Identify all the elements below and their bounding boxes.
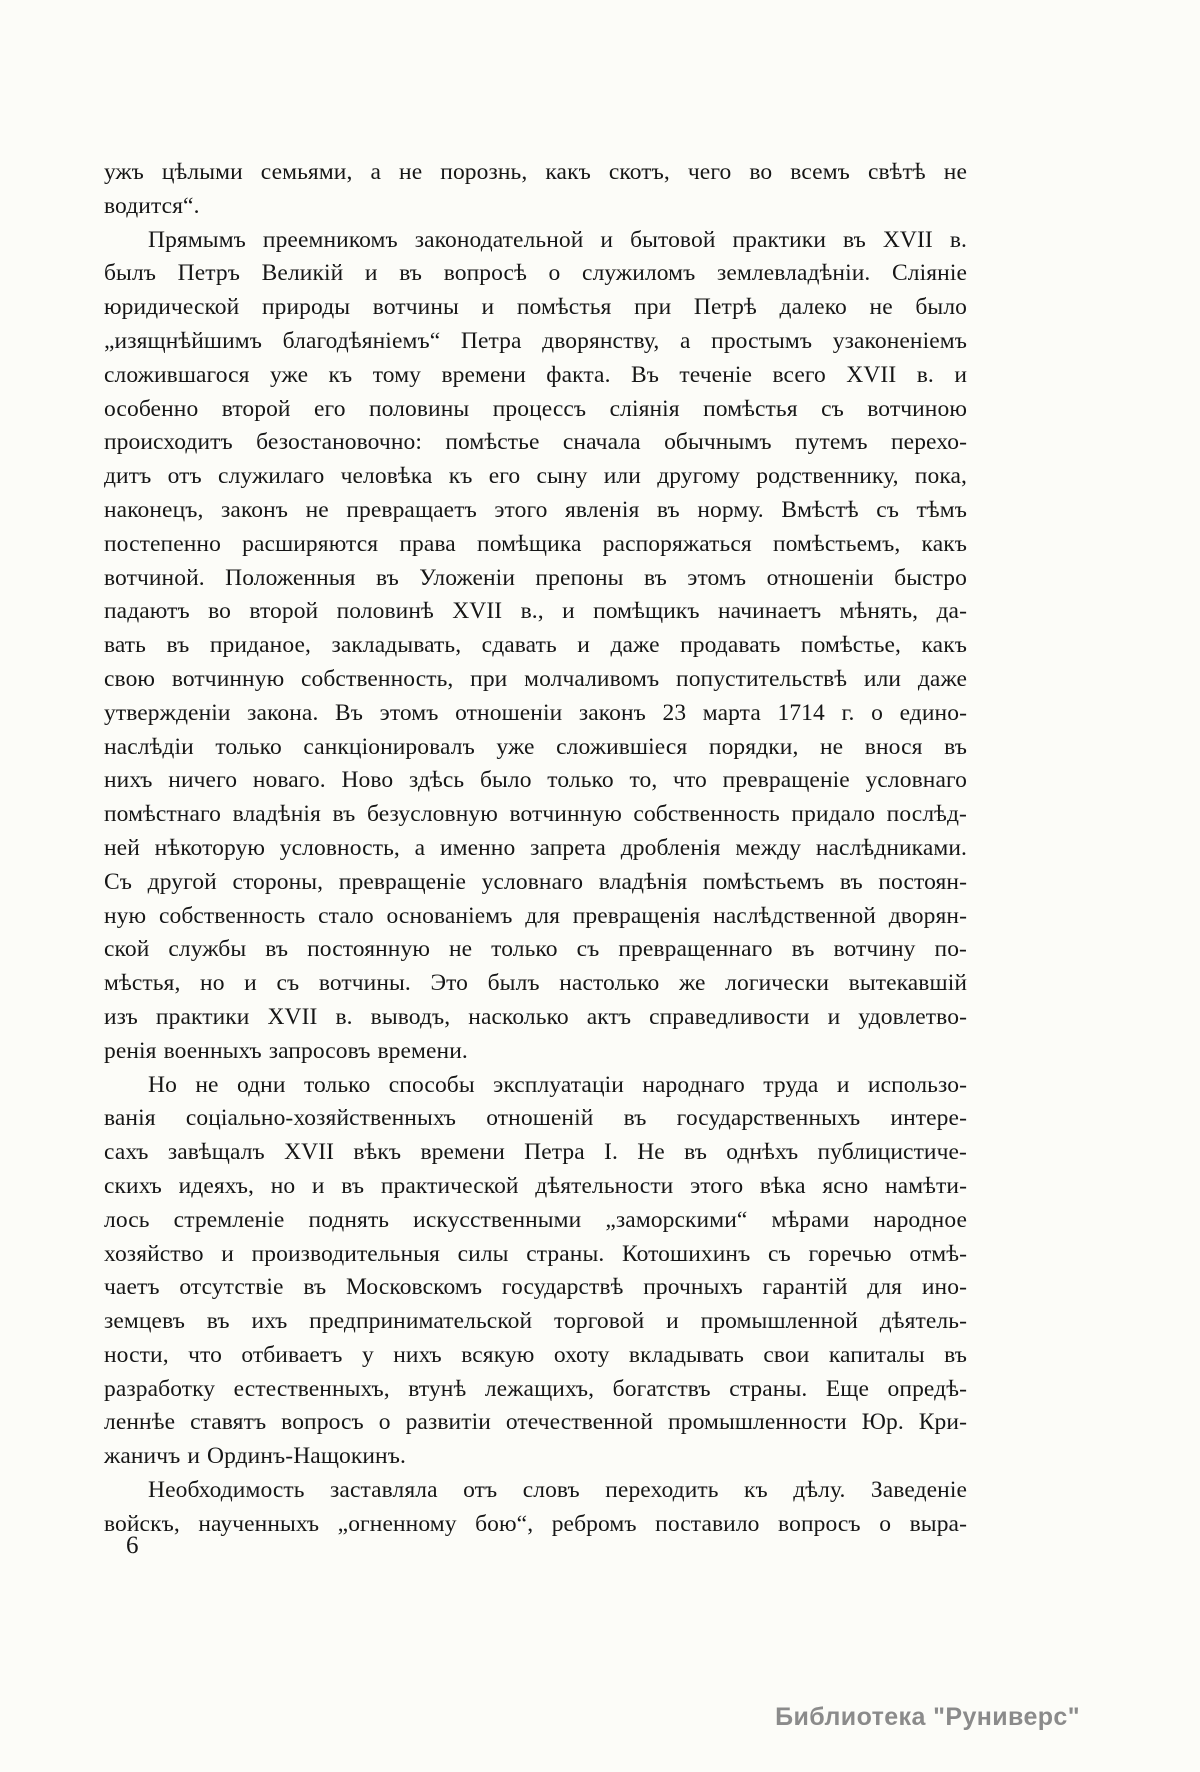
- text-line: особенно второй его половины процессъ сліянія помѣстья съ вотчиною: [104, 395, 967, 422]
- text-line: сложившагося уже къ тому времени факта. Въ теченіе всего XVII в. и: [104, 361, 967, 388]
- library-watermark: Библиотека "Руниверс": [775, 1703, 1080, 1731]
- text-line: падаютъ во второй половинѣ XVII в., и помѣщикъ начинаетъ мѣнять, да-: [104, 598, 967, 625]
- text-line: помѣстнаго владѣнія въ безусловную вотчинную собственность придало послѣд-: [104, 801, 967, 828]
- text-line: скихъ идеяхъ, но и въ практической дѣятельности этого вѣка ясно намѣти-: [104, 1172, 967, 1199]
- text-line: мѣстья, но и съ вотчины. Это былъ настолько же логически вытекавшій: [104, 970, 967, 997]
- page-text: [104, 156, 967, 1542]
- text-line: хозяйство и производительныя силы страны. Котошихинъ съ горечью отмѣ-: [104, 1240, 967, 1267]
- text-line: ности, что отбиваетъ у нихъ всякую охоту вкладывать свои капиталы въ: [104, 1341, 967, 1368]
- text-line: лось стремленіе поднять искусственными „заморскими“ мѣрами народное: [104, 1206, 967, 1233]
- text-line: Съ другой стороны, превращеніе условнаго владѣнія помѣстьемъ въ постоян-: [104, 868, 967, 895]
- text-line: Но не одни только способы эксплуатаціи народнаго труда и использо-: [148, 1071, 967, 1098]
- text-line: ренія военныхъ запросовъ времени.: [104, 1037, 468, 1064]
- text-line: чаетъ отсутствіе въ Московскомъ государствѣ прочныхъ гарантій для ино-: [104, 1274, 967, 1301]
- text-line: нихъ ничего новаго. Ново здѣсь было только то, что превращеніе условнаго: [104, 767, 967, 794]
- text-line: жаничъ и Ординъ-Нащокинъ.: [104, 1443, 406, 1470]
- text-line: ную собственность стало основаніемъ для превращенія наслѣдственной дворян-: [104, 902, 967, 929]
- text-line: земцевъ въ ихъ предпринимательской торговой и промышленной дѣятель-: [104, 1308, 967, 1335]
- text-line: ней нѣкоторую условность, а именно запрета дробленія между наслѣдниками.: [104, 834, 967, 861]
- text-line: Прямымъ преемникомъ законодательной и бытовой практики въ XVII в.: [148, 226, 967, 253]
- text-line: ванія соціально-хозяйственныхъ отношеній въ государственныхъ интере-: [104, 1105, 967, 1132]
- text-line: свою вотчинную собственность, при молчаливомъ попустительствѣ или даже: [104, 665, 967, 692]
- text-line: ужъ цѣлыми семьями, а не порознь, какъ скотъ, чего во всемъ свѣтѣ не: [104, 159, 967, 185]
- text-line: Необходимость заставляла отъ словъ переходить къ дѣлу. Заведеніе: [148, 1477, 967, 1504]
- text-line: постепенно расширяются права помѣщика распоряжаться помѣстьемъ, какъ: [104, 530, 967, 557]
- text-line: сахъ завѣщалъ XVII вѣкъ времени Петра I. Не въ однѣхъ публицистиче-: [104, 1139, 967, 1166]
- text-line: вать въ приданое, закладывать, сдавать и даже продавать помѣстье, какъ: [104, 632, 967, 659]
- text-line: наслѣдіи только санкціонировалъ уже сложившіеся порядки, не внося въ: [104, 733, 967, 760]
- text-line: изъ практики XVII в. выводъ, насколько актъ справедливости и удовлетво-: [104, 1003, 967, 1030]
- text-line: происходитъ безостановочно: помѣстье сначала обычнымъ путемъ перехо-: [104, 429, 967, 456]
- text-line: ской службы въ постоянную не только съ превращеннаго въ вотчину по-: [104, 936, 967, 963]
- text-line: наконецъ, законъ не превращаетъ этого явленія въ норму. Вмѣстѣ съ тѣмъ: [104, 496, 967, 523]
- text-line: юридической природы вотчины и помѣстья при Петрѣ далеко не было: [104, 294, 967, 321]
- page-number: 6: [126, 1532, 139, 1559]
- text-line: „изящнѣйшимъ благодѣяніемъ“ Петра дворянству, а простымъ узаконеніемъ: [104, 327, 967, 354]
- text-line: вотчиной. Положенныя въ Уложеніи препоны въ этомъ отношеніи быстро: [104, 564, 967, 591]
- text-line: леннѣе ставятъ вопросъ о развитіи отечественной промышленности Юр. Кри-: [104, 1409, 967, 1436]
- text-line: дитъ отъ служилаго человѣка къ его сыну или другому родственнику, пока,: [104, 463, 967, 490]
- text-line: утвержденіи закона. Въ этомъ отношеніи законъ 23 марта 1714 г. о едино-: [104, 699, 967, 726]
- text-line: войскъ, наученныхъ „огненному бою“, ребромъ поставило вопросъ о выра-: [104, 1510, 967, 1537]
- text-line: разработку естественныхъ, втунѣ лежащихъ, богатствъ страны. Еще опредѣ-: [104, 1375, 967, 1402]
- text-line: былъ Петръ Великій и въ вопросѣ о служиломъ землевладѣніи. Сліяніе: [104, 260, 967, 287]
- text-line: водится“.: [104, 192, 200, 219]
